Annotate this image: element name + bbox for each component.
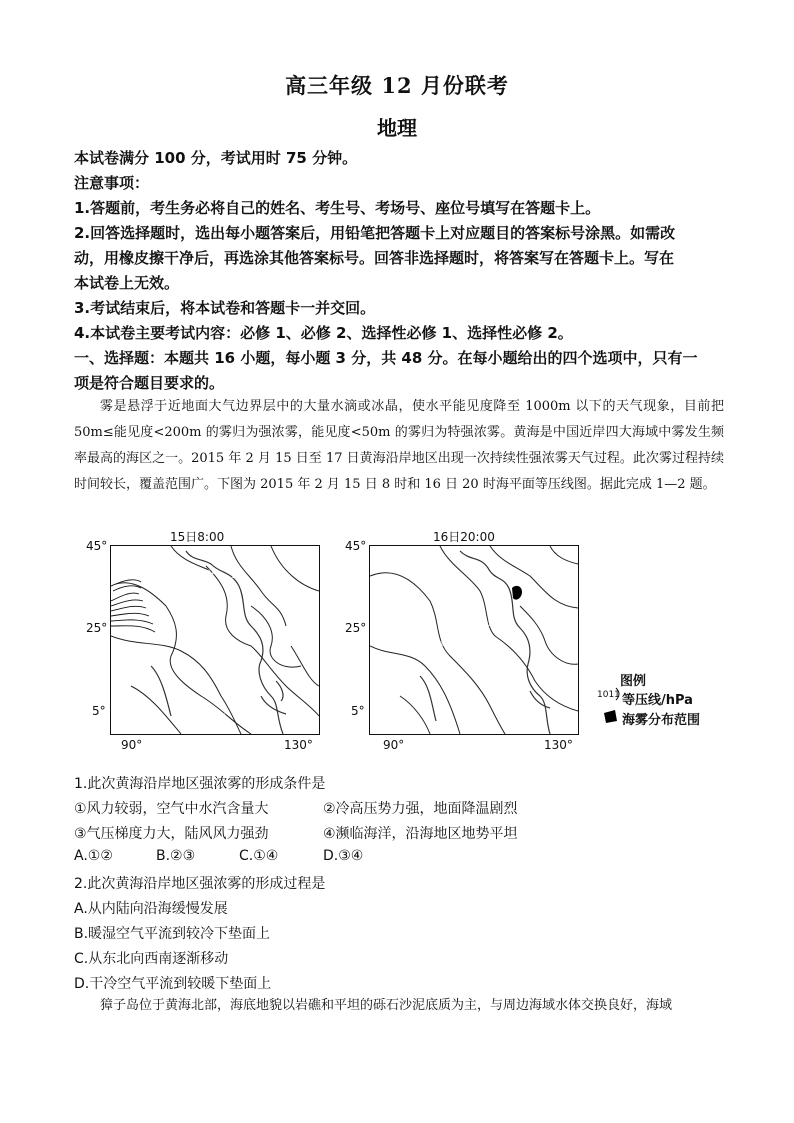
isobar-label: 1011 xyxy=(287,701,303,708)
legend-isobar-value: 1011 xyxy=(597,690,620,700)
passage-fog: 雾是悬浮于近地面大气边界层中的大量水滴或冰晶，使水平能见度降至 1000m 以下的天气现象，目前把 50m≤能见度<200m 的雾归为强浓雾，能见度<50m 的雾归为特强浓雾。黄海是中国近岸四大海域中雾发生频率最高的海区之一。2015 年 2 月 15 日至 17 日黄海沿岸地区出现一次持续性强浓雾天气过程。此次雾过程持续时间较长，覆盖范围广。下图为 2015 年 2 月 15 日 8 时和 16 日 20 时海平面等压线图。据此完成 1—2 题。 xyxy=(74,399,724,492)
note-item: 本试卷上无效。 xyxy=(74,274,180,292)
q1-choice-b: B.②③ xyxy=(156,848,196,864)
exam-title: 高三年级 12 月份联考 xyxy=(285,73,509,98)
passage-island: 獐子岛位于黄海北部，海底地貌以岩礁和平坦的砾石沙泥底质为主，与周边海域水体交换良好，海域 xyxy=(100,998,673,1013)
isobar-map-15-drawing xyxy=(111,546,319,734)
lon-label: 130° xyxy=(544,738,573,752)
fog-area xyxy=(512,586,522,600)
q1-choice-c: C.①④ xyxy=(239,848,279,864)
legend-fog: 海雾分布范围 xyxy=(622,713,701,728)
legend-title: 图例 xyxy=(620,674,647,689)
note-item: 2.回答选择题时，选出每小题答案后，用铅笔把答题卡上对应题目的答案标号涂黑。如需改 xyxy=(74,224,676,242)
q1-option: ③气压梯度力大，陆风风力强劲 xyxy=(74,826,269,842)
q1-stem: 1.此次黄海沿岸地区强浓雾的形成条件是 xyxy=(74,776,326,792)
q1-choice-d: D.③④ xyxy=(323,848,364,864)
q1-option: ①风力较弱，空气中水汽含量大 xyxy=(74,801,269,817)
note-item: 1.答题前，考生务必将自己的姓名、考生号、考场号、座位号填写在答题卡上。 xyxy=(74,199,601,217)
legend-fog-icon xyxy=(600,707,620,727)
q1-option: ④濒临海洋，沿海地区地势平坦 xyxy=(323,826,518,842)
score-line: 本试卷满分 100 分，考试用时 75 分钟。 xyxy=(74,149,358,167)
section-heading: 一、选择题：本题共 16 小题，每小题 3 分，共 48 分。在每小题给出的四个选项中，只有一 xyxy=(74,349,698,367)
q1-choice-a: A.①② xyxy=(74,848,113,864)
q1-option: ②冷高压势力强，地面降温剧烈 xyxy=(323,801,518,817)
q2-stem: 2.此次黄海沿岸地区强浓雾的形成过程是 xyxy=(74,876,326,892)
lat-label: 45° xyxy=(86,539,108,553)
lat-label: 25° xyxy=(86,621,108,635)
isobar-label: 1017 xyxy=(203,569,219,576)
subject-title: 地理 xyxy=(377,116,417,140)
q2-choice-c: C.从东北向西南逐渐移动 xyxy=(74,951,229,967)
isobar-label: 1014 xyxy=(206,659,222,666)
note-item: 动，用橡皮擦干净后，再选涂其他答案标号。回答非选择题时，将答案写在答题卡上。写在 xyxy=(74,249,675,267)
lat-label: 45° xyxy=(345,539,367,553)
lat-label: 25° xyxy=(345,621,367,635)
isobar-map-16 xyxy=(369,545,579,735)
isobar-label: 1017 xyxy=(480,621,496,628)
isobar-label: 1014 xyxy=(231,573,247,580)
isobar-label: 1014 xyxy=(440,641,456,648)
isobar-map-15 xyxy=(110,545,320,735)
lon-label: 90° xyxy=(121,738,143,752)
note-item: 4.本试卷主要考试内容：必修 1、必修 2、选择性必修 1、选择性必修 2。 xyxy=(74,324,573,342)
isobar-map-16-drawing xyxy=(370,546,578,734)
isobar-label: 1020 xyxy=(465,566,481,573)
lon-label: 90° xyxy=(383,738,405,752)
q2-choice-a: A.从内陆向沿海缓慢发展 xyxy=(74,901,228,917)
note-item: 3.考试结束后，将本试卷和答题卡一并交回。 xyxy=(74,299,376,317)
q2-choice-d: D.干冷空气平流到较暖下垫面上 xyxy=(74,976,272,992)
isobar-label: 1011 xyxy=(470,713,486,720)
notes-heading: 注意事项： xyxy=(74,174,150,192)
legend-isobar: 等压线/hPa xyxy=(622,693,693,708)
lat-label: 5° xyxy=(351,704,365,718)
lat-label: 5° xyxy=(92,704,106,718)
isobar-label: 1011 xyxy=(211,713,227,720)
q2-choice-b: B.暖湿空气平流到较冷下垫面上 xyxy=(74,926,271,942)
section-heading-cont: 项是符合题目要求的。 xyxy=(74,374,225,392)
lon-label: 130° xyxy=(284,738,313,752)
legend-isobar-icon xyxy=(594,682,624,706)
map1-title: 15日8:00 xyxy=(170,530,225,544)
map2-title: 16日20:00 xyxy=(433,530,495,544)
